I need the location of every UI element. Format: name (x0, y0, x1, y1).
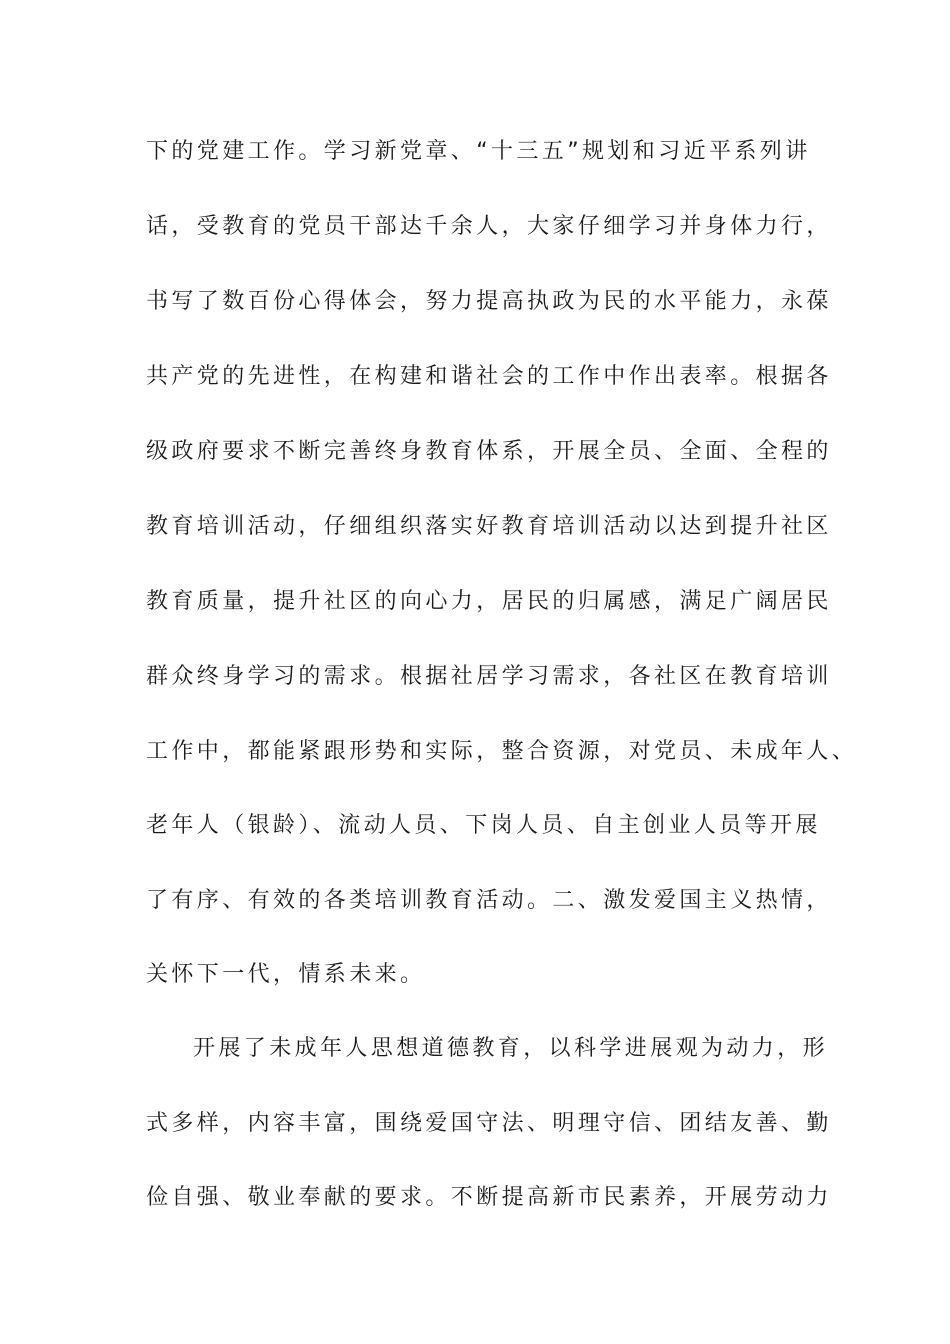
text-line-10: 老年人（银龄）、流动人员、下岗人员、自主创业人员等开展 (146, 813, 821, 838)
text-line-13: 开展了未成年人思想道德教育，以科学进展观为动力，形 (193, 1036, 829, 1061)
text-line-11: 了有序、有效的各类培训教育活动。二、激发爱国主义热情， (146, 888, 832, 913)
text-line-5: 级政府要求不断完善终身教育体系，开展全员、全面、全程的 (146, 439, 832, 464)
text-line-8: 群众终身学习的需求。根据社居学习需求，各社区在教育培训 (146, 664, 832, 689)
text-line-1: 下的党建工作。学习新党章、“十三五”规划和习近平系列讲 (146, 139, 811, 164)
text-line-12: 关怀下一代，情系未来。 (146, 962, 426, 987)
text-line-4: 共产党的先进性，在构建和谐社会的工作中作出表率。根据各 (146, 364, 832, 389)
text-line-14: 式多样，内容丰富，围绕爱国守法、明理守信、团结友善、勤 (146, 1111, 832, 1136)
text-line-9: 工作中，都能紧跟形势和实际，整合资源，对党员、未成年人、 (146, 739, 858, 764)
text-line-7: 教育质量，提升社区的向心力，居民的归属感，满足广阔居民 (146, 589, 832, 614)
text-line-15: 俭自强、敬业奉献的要求。不断提高新市民素养，开展劳动力 (146, 1185, 832, 1210)
text-line-6: 教育培训活动，仔细组织落实好教育培训活动以达到提升社区 (146, 514, 832, 539)
text-line-3: 书写了数百份心得体会，努力提高执政为民的水平能力，永葆 (146, 289, 832, 314)
text-line-2: 话，受教育的党员干部达千余人，大家仔细学习并身体力行， (146, 214, 832, 239)
